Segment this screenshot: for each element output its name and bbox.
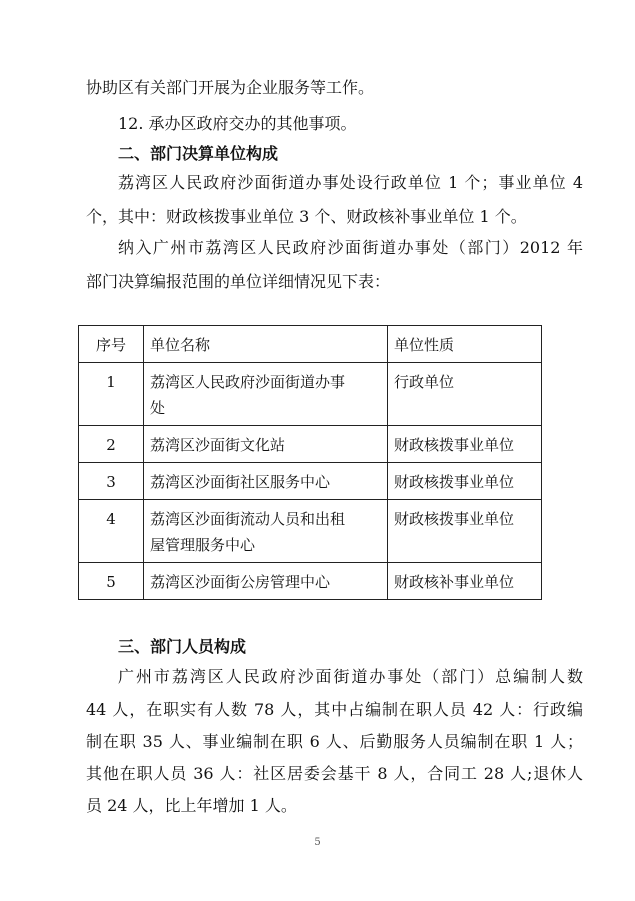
paragraph-line: 其他在职人员 36 人：社区居委会基干 8 人，合同工 28 人;退休人 xyxy=(86,764,583,783)
table-cell-name: 荔湾区沙面街社区服务中心 xyxy=(144,463,388,500)
table-cell-number: 2 xyxy=(79,426,144,463)
cell-text: 处 xyxy=(150,399,166,417)
table-cell-number: 1 xyxy=(79,363,144,426)
table-cell-nature: 财政核补事业单位 xyxy=(388,563,542,600)
paragraph-line: 协助区有关部门开展为企业服务等工作。 xyxy=(86,78,375,97)
table-cell-number: 5 xyxy=(79,563,144,600)
table-row xyxy=(79,426,542,463)
table-header-cell: 单位性质 xyxy=(388,326,542,363)
table-cell-number: 4 xyxy=(79,500,144,563)
paragraph-line: 12. 承办区政府交办的其他事项。 xyxy=(118,114,357,133)
table-cell-nature: 行政单位 xyxy=(388,363,542,426)
section-heading: 二、部门决算单位构成 xyxy=(118,144,279,163)
table-row xyxy=(79,363,542,426)
paragraph-line: 部门决算编报范围的单位详细情况见下表： xyxy=(86,272,391,291)
paragraph-line: 纳入广州市荔湾区人民政府沙面街道办事处（部门）2012 年 xyxy=(118,238,583,257)
table-header-row xyxy=(79,326,542,363)
page-number: 5 xyxy=(314,837,321,848)
table-header-cell: 单位名称 xyxy=(144,326,388,363)
table-cell-nature: 财政核拨事业单位 xyxy=(388,500,542,563)
units-table xyxy=(78,325,542,600)
section-heading: 三、部门人员构成 xyxy=(118,637,247,656)
paragraph-line: 广州市荔湾区人民政府沙面街道办事处（部门）总编制人数 xyxy=(118,667,583,686)
cell-text: 屋管理服务中心 xyxy=(150,536,256,554)
paragraph-line: 荔湾区人民政府沙面街道办事处设行政单位 1 个；事业单位 4 xyxy=(118,173,583,192)
table-cell-nature: 财政核拨事业单位 xyxy=(388,426,542,463)
table-row xyxy=(79,500,542,563)
cell-text: 荔湾区沙面街流动人员和出租 xyxy=(150,510,346,528)
paragraph-line: 员 24 人，比上年增加 1 人。 xyxy=(86,796,297,815)
paragraph-line: 个，其中：财政核拨事业单位 3 个、财政核补事业单位 1 个。 xyxy=(86,207,527,226)
table-cell-nature: 财政核拨事业单位 xyxy=(388,463,542,500)
table-cell-number: 3 xyxy=(79,463,144,500)
table-cell-name xyxy=(144,500,388,563)
table-header-cell: 序号 xyxy=(79,326,144,363)
cell-text: 荔湾区人民政府沙面街道办事 xyxy=(150,373,346,391)
paragraph-line: 制在职 35 人、事业编制在职 6 人、后勤服务人员编制在职 1 人； xyxy=(86,732,583,751)
table-cell-name xyxy=(144,363,388,426)
paragraph-line: 44 人，在职实有人数 78 人，其中占编制在职人员 42 人：行政编 xyxy=(86,700,583,719)
table-cell-name: 荔湾区沙面街公房管理中心 xyxy=(144,563,388,600)
table-cell-name: 荔湾区沙面街文化站 xyxy=(144,426,388,463)
table-row xyxy=(79,463,542,500)
table-row xyxy=(79,563,542,600)
